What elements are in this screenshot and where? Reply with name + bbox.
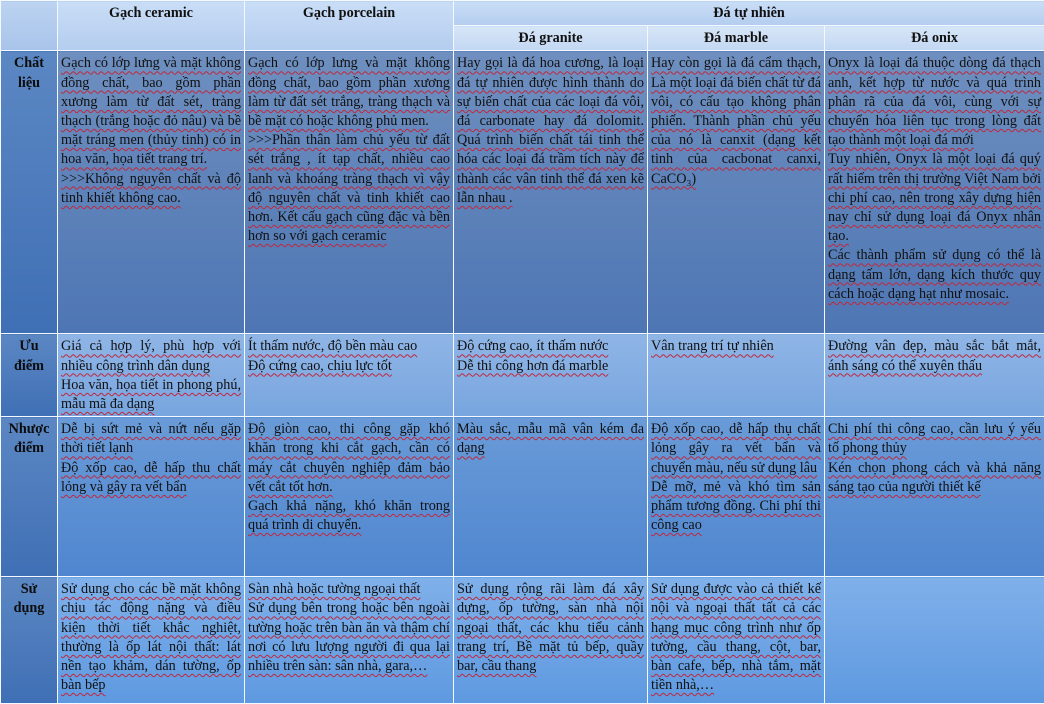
- col-header-marble-label: Đá marble: [704, 30, 768, 46]
- row-disadvantages: [1, 417, 1044, 577]
- cell-usage-onix: [825, 577, 1044, 704]
- cell-material-granite: Hay gọi là đá hoa cương, là loại đá tự nhiên được hình thành do sự biến chất của các loại đá vôi, đá carbonate hay đá dolomit. Quá trình biến chất tái tinh thể hóa các loại đá trầm tích này để thành các vân tinh thể đá xen kẽ lẫn nhau .: [454, 51, 648, 334]
- header-row-top: [1, 1, 1044, 26]
- cell-advantages-porcelain: Ít thấm nước, độ bền màu cao Độ cứng cao, chịu lực tốt: [245, 334, 454, 417]
- cell-usage-granite: Sử dụng rộng rãi làm đá xây dựng, ốp tường, sàn nhà nội ngoại thất, các khu tiểu cảnh trang trí, Bề mặt tủ bếp, quầy bar, cầu thang: [454, 577, 648, 704]
- row-label-usage: Sử dụng: [1, 577, 58, 704]
- cell-material-ceramic: Gạch có lớp lưng và mặt không đồng chất, bao gồm phần xương làm từ đất sét, tràng thạch (trắng hoặc đỏ nâu) và bề mặt tráng men (thủy tinh) có in hoa văn, họa tiết trang trí. >>>Không nguyên chất và độ tinh khiết không cao.: [58, 51, 245, 334]
- col-header-ceramic: [58, 1, 245, 51]
- col-header-natural-stone-label: Đá tự nhiên: [713, 5, 785, 21]
- cell-disadvantages-porcelain: Độ giòn cao, thi công gặp khó khăn trong khi cắt gạch, cần có máy cắt chuyên nghiệp đảm bảo vết cắt tốt hơn. Gạch khả nặng, khó khăn trong quá trình di chuyển.: [245, 417, 454, 577]
- cell-usage-marble: Sử dụng được vào cả thiết kế nội và ngoại thất tất cả các hạng mục công trình như ốp tường, cầu thang, cột, bar, bàn cafe, bếp, nhà tắm, mặt tiền nhà,…: [648, 577, 825, 704]
- col-header-granite: [454, 26, 648, 51]
- col-header-marble: [648, 26, 825, 51]
- cell-disadvantages-ceramic: Dễ bị sứt mẻ và nứt nếu gặp thời tiết lạnh Độ xốp cao, dễ hấp thu chất lỏng và gây ra vết bẩn: [58, 417, 245, 577]
- row-advantages: [1, 334, 1044, 417]
- col-header-onix: [825, 26, 1044, 51]
- cell-disadvantages-granite: Màu sắc, mẫu mã vân kém đa dạng: [454, 417, 648, 577]
- row-usage: [1, 577, 1044, 704]
- row-material: [1, 51, 1044, 334]
- col-header-onix-label: Đá onix: [911, 30, 958, 46]
- col-header-granite-label: Đá granite: [518, 30, 582, 46]
- row-label-disadvantages: Nhược điểm: [1, 417, 58, 577]
- cell-advantages-ceramic: Giá cả hợp lý, phù hợp với nhiều công trình dân dụng Hoa văn, họa tiết in phong phú, mẫu mã đa dạng: [58, 334, 245, 417]
- cell-usage-porcelain: Sàn nhà hoặc tường ngoại thất Sử dụng bên trong hoặc bên ngoài tường hoặc trên bàn ăn và thậm chí nơi có lưu lượng người đi qua lại nhiều trên sàn: sân nhà, gara,…: [245, 577, 454, 704]
- col-header-porcelain-label: Gạch porcelain: [303, 5, 395, 21]
- cell-usage-ceramic: Sử dụng cho các bề mặt không chịu tác động nặng và điều kiện thời tiết khắc nghiệt, thường là ốp lát nội thất: lát nền tạo khảm, dán tường, ốp bàn bếp: [58, 577, 245, 704]
- col-header-ceramic-label: Gạch ceramic: [109, 5, 193, 21]
- cell-advantages-granite: Độ cứng cao, ít thấm nước Dễ thi công hơn đá marble: [454, 334, 648, 417]
- cell-material-onix: Onyx là loại đá thuộc dòng đá thạch anh, kết hợp từ nước và quá trình phân rã của đá vôi, cùng với sự chuyển hóa liên tục trong lòng đất tạo thành một loại đá mới Tuy nhiên, Onyx là một loại đá quý rất hiếm trên thị trường Việt Nam bởi chi phí cao, nên trong xây dựng hiện nay chỉ sử dụng loại đá Onyx nhân tạo. Các thành phẩm sử dụng có thể là dạng tấm lớn, dạng kích thước quy cách hoặc dạng hạt như mosaic.: [825, 51, 1044, 334]
- col-header-porcelain: [245, 1, 454, 51]
- corner-cell: [1, 1, 58, 51]
- row-label-material: Chất liệu: [1, 51, 58, 334]
- cell-advantages-marble: Vân trang trí tự nhiên: [648, 334, 825, 417]
- row-label-advantages: Ưu điểm: [1, 334, 58, 417]
- col-header-natural-stone: [454, 1, 1044, 26]
- cell-advantages-onix: Đường vân đẹp, màu sắc bắt mắt, ánh sáng có thể xuyên thấu: [825, 334, 1044, 417]
- cell-material-marble: Hay còn gọi là đá cẩm thạch, Là một loại đá biến chất từ đá vôi, có cấu tạo không phân phiến. Thành phần chủ yếu của nó là canxit (dạng kết tinh của cacbonat canxi, CaCO₃): [648, 51, 825, 334]
- cell-material-porcelain: Gạch có lớp lưng và mặt không đồng chất, bao gồm phần xương làm từ đất sét trắng, tràng thạch và bề mặt có hoặc không phủ men. >>>Phần thân làm chủ yếu từ đất sét trắng , ít tạp chất, nhiều cao lanh và khoáng tràng thạch vì vậy độ nguyên chất và tinh khiết cao hơn. Kết cấu gạch cũng đặc và bền hơn so với gạch ceramic: [245, 51, 454, 334]
- cell-disadvantages-marble: Độ xốp cao, dễ hấp thụ chất lỏng gây ra vết bẩn và chuyển màu, nếu sử dụng lâu Dễ mỡ, mẻ và khó tìm sản phẩm tương đồng. Chi phí thi công cao: [648, 417, 825, 577]
- cell-disadvantages-onix: Chi phí thi công cao, cần lưu ý yếu tố phong thủy Kén chọn phong cách và khả năng sáng tạo của người thiết kế: [825, 417, 1044, 577]
